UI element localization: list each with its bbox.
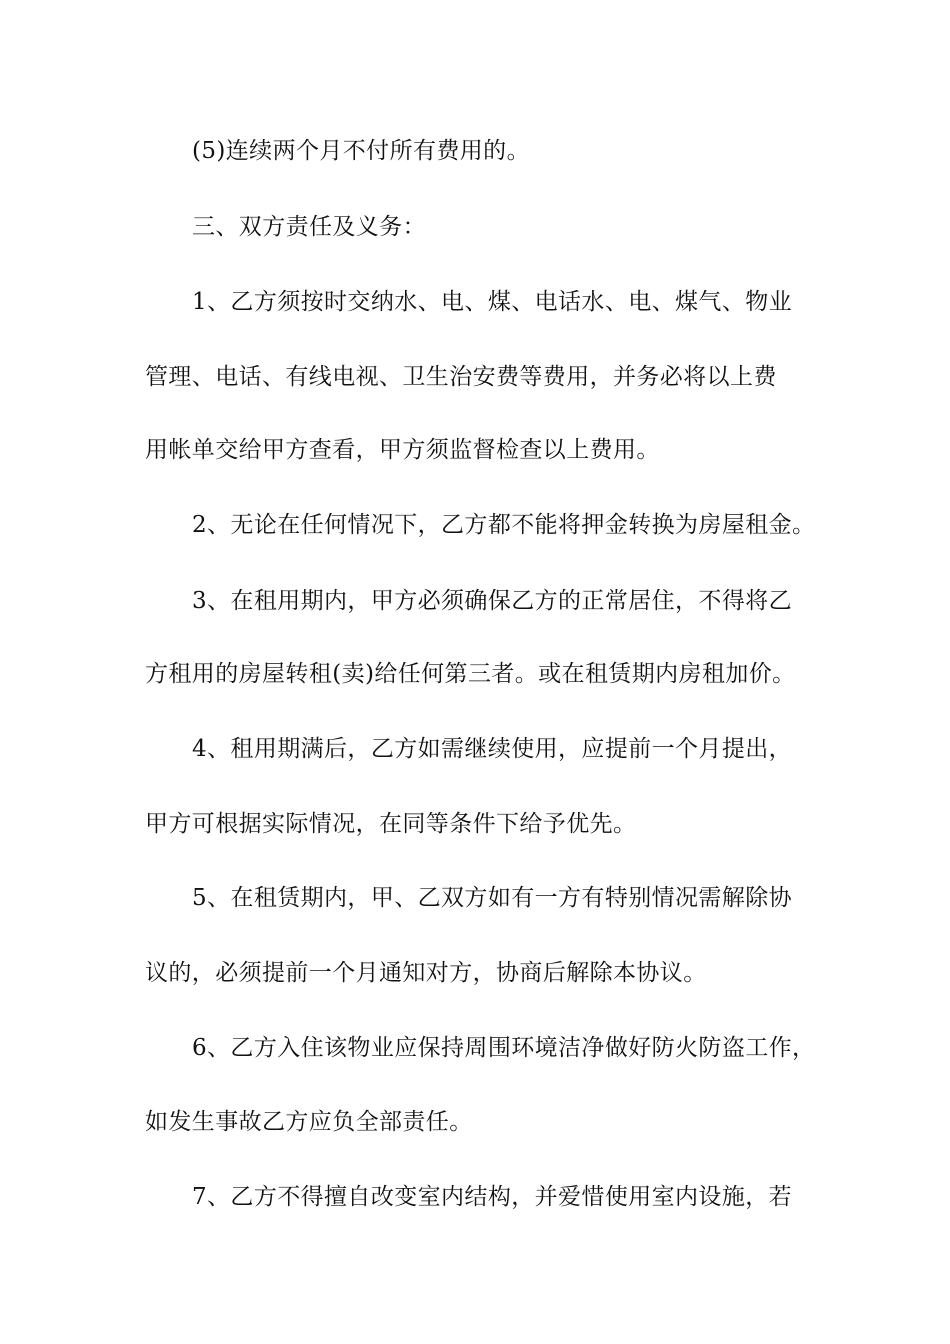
item-4-line-1: 4、租用期满后，乙方如需继续使用，应提前一个月提出， [192,736,793,762]
section-heading-responsibilities: 三、双方责任及义务： [192,214,426,240]
item-6-line-1: 6、乙方入住该物业应保持周围环境洁净做好防火防盗工作， [192,1035,816,1061]
item-3-line-1: 3、在租用期内，甲方必须确保乙方的正常居住，不得将乙 [192,588,793,614]
item-5-line-1: 5、在租赁期内，甲、乙双方如有一方有特别情况需解除协 [192,885,793,911]
item-4-line-2: 甲方可根据实际情况，在同等条件下给予优先。 [145,811,637,837]
item-1-line-3: 用帐单交给甲方查看，甲方须监督检查以上费用。 [145,437,660,463]
item-7-line-1: 7、乙方不得擅自改变室内结构，并爱惜使用室内设施，若 [192,1184,793,1210]
item-3-line-2: 方租用的房屋转租(卖)给任何第三者。或在租赁期内房租加价。 [145,661,796,687]
item-6-line-2: 如发生事故乙方应负全部责任。 [145,1109,473,1135]
item-1-line-2: 管理、电话、有线电视、卫生治安费等费用，并务必将以上费 [145,364,777,390]
item-5-line-2: 议的，必须提前一个月通知对方，协商后解除本协议。 [145,960,707,986]
clause-5-unpaid-fees: (5)连续两个月不付所有费用的。 [192,138,530,164]
item-1-line-1: 1、乙方须按时交纳水、电、煤、电话水、电、煤气、物业 [192,289,793,315]
item-2-line-1: 2、无论在任何情况下，乙方都不能将押金转换为房屋租金。 [192,512,816,538]
